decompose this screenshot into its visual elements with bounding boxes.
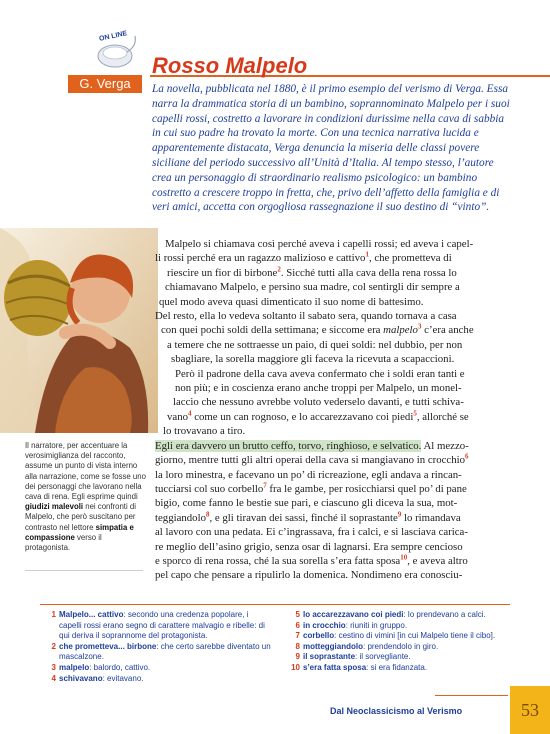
text-line: li rossi perché era un ragazzo malizioso e cattivo$^1$, che prometteva di (155, 250, 452, 265)
footnote-item: 4 schivavano: evitavano. (51, 673, 144, 683)
online-badge-label: ON LINE (98, 30, 128, 43)
text-line: e sporco di rena rossa, ché la sua sorella s’era fatta sposa$^{10}$, e aveva altro (155, 553, 468, 567)
text-line: tucciarsi col suo corbello$^7$ fra le gambe, per rosicchiarsi quel po’ di pane (155, 481, 467, 495)
paragraph-1 (155, 237, 510, 309)
side-note-text-2: nei confronti di Malpelo, che però suscitano per contrasto nel lettore (25, 502, 136, 532)
footnotes-divider (40, 604, 510, 605)
text-line: lo trovavano a tiro. (163, 425, 246, 438)
text-line: re meglio dell’asino grigio, senza osar di lagnarsi. Era sempre cencioso (155, 540, 463, 553)
text-line: teggiandolo$^8$, e gli tiravan dei sassi, finché il soprastante$^9$ lo rimandava (155, 510, 461, 524)
footnote-marker[interactable]: 3 (417, 322, 422, 331)
footnotes-right-column (290, 610, 510, 674)
text-line: al lavoro con una pedata. Ei c’ingrassava, fra i calci, e si lasciava carica- (155, 526, 468, 539)
footnote-item: 2 che prometteva... birbone: che certo sarebbe diventato un mascalzone. (51, 641, 271, 662)
novel-body-text (155, 237, 510, 583)
footnote-marker[interactable]: 6 (465, 452, 469, 461)
page-number: 53 (510, 686, 550, 734)
footnote-item: 10 s’era fatta sposa: si era fidanzata. (291, 662, 428, 672)
intro-paragraph: La novella, pubblicata nel 1880, è il primo esempio del verismo di Verga. Essa narra la drammatica storia di un bambino, soprannominato Malpelo per i suoi capelli rossi, costretto a lavorare in condizioni durissime nella cava di sabbia in cui suo padre ha trovato la morte. Con una tecnica narrativa lucida e apparentemente distacata, Verga denuncia la miseria delle classi povere siciliane del periodo successivo all’Unità d’Italia. Al tempo stesso, l’autore crea un personaggio di straordinario realismo psicologico: un bambino costretto a crescere troppo in fretta, che, privo dell’affetto della famiglia e di veri amici, accetta con orgogliosa rassegnazione il suo destino di “vinto”. (152, 83, 510, 214)
footnote-marker[interactable]: 7 (263, 481, 267, 490)
text-line: non più; e in coscienza erano anche troppi per Malpelo, un monel- (175, 382, 462, 395)
text-line: vano$^4$ come un can rognoso, e lo accarezzavano coi piedi$^5$, allorché se (167, 409, 469, 423)
footnote-item: 1 Malpelo... cattivo: secondo una credenza popolare, i capelli rossi erano segno di carattere malvagio e ribelle: di qui deriva il soprannome del protagonista. (51, 610, 265, 641)
paragraph-3 (155, 367, 510, 439)
text-line: Malpelo si chiamava così perché aveva i capelli rossi; ed aveva i capel- (165, 238, 474, 250)
footnote-marker[interactable]: 8 (205, 510, 210, 519)
paragraph-2 (155, 309, 510, 367)
footnote-marker[interactable]: 4 (188, 409, 192, 418)
highlighted-sentence: Egli era davvero un brutto ceffo, torvo, ringhioso, e selvatico. (155, 439, 422, 452)
footnote-item: 7 corbello: cestino di vimini [in cui Malpelo tiene il cibo]. (295, 631, 496, 641)
text-line: Però il padrone della cava aveva confermato che i soldi eran tanti e (175, 367, 465, 380)
footnotes-left-column (46, 610, 271, 684)
text-line: chiamavano Malpelo, e persino sua madre, col sentirgli dir sempre a (165, 281, 460, 294)
page-title: Rosso Malpelo (152, 53, 308, 78)
side-note-divider (25, 570, 143, 571)
text-line: bigio, come fanno le bestie sue pari, e ciascuno gli diceva la sua, mot- (155, 497, 458, 510)
footnote-item: 6 in crocchio: riuniti in gruppo. (295, 620, 408, 630)
footnote-marker[interactable]: 1 (365, 250, 369, 259)
footnote-marker[interactable]: 2 (277, 265, 281, 274)
footnote-item: 5 lo accarezzavano coi piedi: lo prendevano a calci. (295, 610, 486, 619)
footnote-item: 8 motteggiandolo: prendendolo in giro. (295, 641, 439, 651)
paragraph-4 (155, 439, 510, 583)
online-badge[interactable] (93, 30, 141, 72)
section-title: Dal Neoclassicismo al Verismo (330, 706, 463, 716)
footnote-marker[interactable]: 5 (413, 409, 417, 418)
author-label: G. Verga (68, 75, 142, 93)
boy-painting-illustration (0, 228, 158, 433)
text-line: Egli era davvero un brutto ceffo, torvo, ringhioso, e selvatico. Al mezzo- (155, 439, 469, 452)
side-note (25, 441, 147, 553)
text-line: sbagliare, la sorella maggiore gli faceva la ricevuta a scapaccioni. (171, 353, 455, 366)
text-line: pel capo che pensare a ripulirlo la domenica. Nondimeno era conosciu- (155, 569, 463, 582)
side-note-text-3: verso il protagonista. (25, 532, 102, 553)
text-line: laccio che nessuno avrebbe voluto vederselo davanti, e tutti schiva- (173, 396, 464, 409)
text-line: la loro minestra, e facevano un po’ di ricreazione, egli andava a rincan- (155, 468, 462, 481)
text-line: Del resto, ella lo vedeva soltanto il sabato sera, quando tornava a casa (155, 310, 457, 323)
footnote-marker[interactable]: 10 (400, 553, 408, 562)
side-note-text-1: Il narratore, per accentuare la verosimiglianza del racconto, assume un punto di vista interno alla narrazione, come se fosse uno dei personaggi che lavorano nella cava di rena. Egli esprime quindi (25, 441, 146, 502)
text-line: con quei pochi soldi della settimana; e siccome era malpelo$^3$ c’era anche (161, 322, 474, 337)
footer-divider (435, 695, 508, 696)
side-note-bold-1: giudizi malevoli (25, 502, 84, 512)
text-line: riescire un fior di birbone$^2$. Sicché tutti alla cava della rena rossa lo (167, 265, 457, 279)
side-note-bold-2: simpatia e compassione (25, 522, 134, 542)
text-line: a temere che ne sottraesse un paio, di quei soldi: nel dubbio, per non (167, 338, 463, 351)
footnote-marker[interactable]: 9 (397, 510, 402, 519)
footnote-item: 9 il soprastante: il sorvegliante. (295, 652, 411, 662)
text-line: quel modo aveva quasi dimenticato il suo nome di battesimo. (159, 295, 424, 308)
footnote-item: 3 malpelo: balordo, cattivo. (51, 662, 151, 672)
text-line: giorno, mentre tutti gli altri operai della cava si mangiavano in crocchio$^6$ (155, 452, 469, 467)
